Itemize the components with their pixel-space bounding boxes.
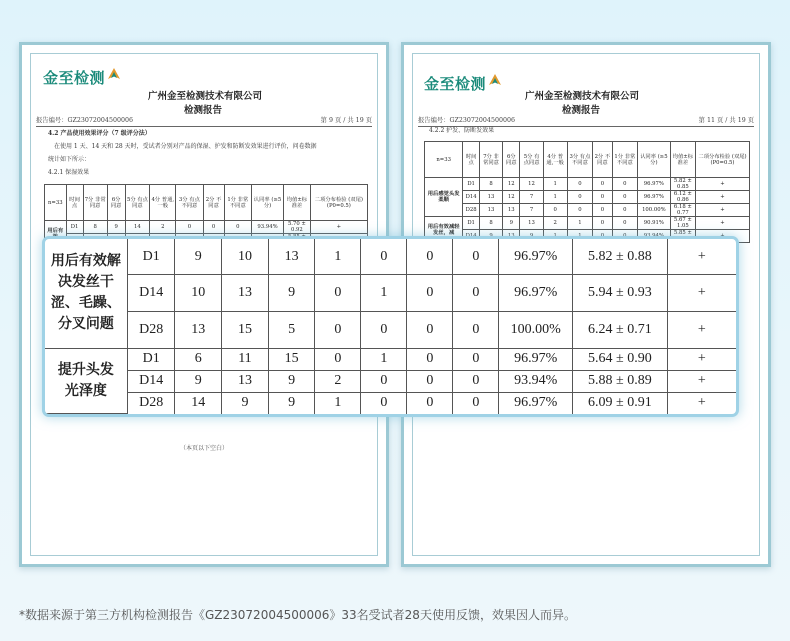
table-cell: 1	[567, 217, 592, 230]
table-cell: 0	[593, 178, 613, 191]
table-cell: 15	[268, 348, 315, 370]
group-label-dry-frizz: 用后有效解 决发丝干 涩、毛躁、 分叉问题	[45, 239, 127, 348]
table-header-cell: 7分 非常同意	[83, 185, 107, 221]
table-cell: +	[696, 178, 750, 191]
table-header-cell: 2分 不同意	[593, 142, 613, 178]
mean-sd-cell: 5.82 ± 0.88	[573, 239, 668, 275]
table-header-cell: 5分 有点同意	[520, 142, 543, 178]
table-cell: 9	[268, 275, 315, 312]
logo-mark-icon	[107, 67, 121, 81]
table-cell: 9	[222, 392, 269, 413]
table-cell: 13	[268, 239, 315, 275]
table-header-cell: 3分 有点不同意	[176, 185, 203, 221]
table-cell: 0	[612, 178, 637, 191]
table-cell: 7	[520, 191, 543, 204]
table-header-cell: 1分 非常不同意	[224, 185, 251, 221]
table-cell: 12	[520, 178, 543, 191]
table-cell: 96.97%	[638, 191, 671, 204]
table-header-cell: 6分 同意	[107, 185, 125, 221]
table-header-cell: n=33	[45, 185, 67, 221]
table-row	[45, 348, 736, 370]
table-cell: 0	[361, 311, 407, 348]
table-cell: 1	[315, 392, 361, 413]
table-cell: 1	[361, 348, 407, 370]
table-cell: 5.70 ± 0.92	[284, 221, 311, 234]
approval-rate-cell: 96.97%	[499, 348, 573, 370]
table-cell: 0	[203, 221, 224, 234]
disclaimer-text: *数据来源于第三方机构检测报告《GZ23072004500006》33名受试者28天使用反馈，效果因人而异。	[19, 608, 576, 622]
table-cell: 0	[593, 191, 613, 204]
mean-sd-cell: 5.94 ± 0.93	[573, 275, 668, 312]
table-header-cell: 均值±标准差	[284, 185, 311, 221]
table-cell: 6	[175, 348, 222, 370]
mean-sd-cell: 5.64 ± 0.90	[573, 348, 668, 370]
table-header-cell: 时间点	[463, 142, 480, 178]
table-cell: 93.94%	[252, 221, 284, 234]
table-cell: D1	[463, 217, 480, 230]
table-row	[45, 370, 736, 392]
table-header-cell: 认同率 (≥5分)	[638, 142, 671, 178]
table-cell: 0	[543, 204, 567, 217]
timepoint-cell: D14	[127, 370, 175, 392]
table-cell: 5.67 ± 1.05	[670, 217, 695, 230]
approval-rate-cell: 96.97%	[499, 275, 573, 312]
table-header-cell: 4分 普通,一般	[150, 185, 176, 221]
table-cell: D28	[463, 204, 480, 217]
report-number: 报告编号：GZ23072004500006	[418, 117, 515, 124]
group-label-shine: 提升头发 光泽度	[45, 348, 127, 413]
table-cell: 0	[612, 204, 637, 217]
blank-note: （本页以下空白）	[180, 445, 229, 452]
table-cell: 9	[268, 392, 315, 413]
results-table	[45, 239, 736, 414]
table-cell: 0	[567, 204, 592, 217]
table-cell: 0	[453, 239, 499, 275]
table-cell: 6.12 ± 0.86	[670, 191, 695, 204]
table-cell: 0	[224, 221, 251, 234]
report-title: 检测报告	[562, 105, 601, 116]
table-header-cell: 6分 同意	[503, 142, 520, 178]
table-cell: 0	[567, 178, 592, 191]
mean-sd-cell: 5.88 ± 0.89	[573, 370, 668, 392]
table-row	[45, 239, 736, 275]
table-cell: 0	[453, 275, 499, 312]
table-header-cell: 认同率 (≥5分)	[252, 185, 284, 221]
mean-sd-cell: 6.24 ± 0.71	[573, 311, 668, 348]
significance-cell: +	[667, 370, 736, 392]
table-cell: 1	[543, 191, 567, 204]
table-cell: 13	[175, 311, 222, 348]
table-cell: 0	[407, 392, 453, 413]
page-indicator: 第 11 页 / 共 19 页	[698, 117, 754, 124]
section-heading: 4.2 产品使用效果评分（7 级评分法）	[48, 130, 151, 137]
table-cell: 96.97%	[638, 178, 671, 191]
table-cell: 13	[222, 275, 269, 312]
table-cell: 5.85 ±	[670, 230, 695, 243]
table-cell: 0	[453, 370, 499, 392]
table-cell: 9	[268, 370, 315, 392]
zoomed-results-table	[42, 236, 739, 417]
score-table-small	[424, 141, 750, 243]
table-row	[45, 392, 736, 413]
timepoint-cell: D28	[127, 311, 175, 348]
significance-cell: +	[667, 275, 736, 312]
timepoint-cell: D28	[127, 392, 175, 413]
table-cell: 7	[520, 204, 543, 217]
table-cell: 0	[407, 311, 453, 348]
table-cell: 90.91%	[638, 217, 671, 230]
table-cell: 0	[361, 239, 407, 275]
table-cell: 0	[567, 191, 592, 204]
table-cell: 9	[107, 221, 125, 234]
company-logo: 金至检测	[43, 67, 121, 88]
timepoint-cell: D14	[127, 275, 175, 312]
table-cell: 0	[453, 348, 499, 370]
group-label: 用后有	[45, 221, 67, 247]
table-cell: 0	[407, 239, 453, 275]
mean-sd-cell: 6.09 ± 0.91	[573, 392, 668, 413]
table-cell: 1	[543, 178, 567, 191]
table-cell: 13	[520, 217, 543, 230]
page-indicator: 第 9 页 / 共 19 页	[320, 117, 372, 124]
approval-rate-cell: 100.00%	[499, 311, 573, 348]
table-row	[45, 275, 736, 312]
significance-cell: +	[667, 239, 736, 275]
table-header-cell: 二项分布检验 (双尾) (P0=0.5)	[696, 142, 750, 178]
table-cell: 0	[315, 348, 361, 370]
table-cell: 0	[612, 191, 637, 204]
table-header-cell: 4分 普通,一般	[543, 142, 567, 178]
table-cell: 0	[315, 311, 361, 348]
table-cell: 8	[83, 221, 107, 234]
table-cell: +	[696, 217, 750, 230]
table-cell: 0	[407, 275, 453, 312]
significance-cell: +	[667, 348, 736, 370]
table-cell: +	[310, 221, 367, 234]
table-cell: +	[696, 204, 750, 217]
table-cell: 9	[175, 370, 222, 392]
subsection-heading: 4.2.2 护发、防断发效果	[429, 127, 495, 134]
table-cell: 14	[125, 221, 150, 234]
table-cell: 2	[150, 221, 176, 234]
table-cell: D1	[66, 221, 83, 234]
table-header-cell: 3分 有点不同意	[567, 142, 592, 178]
approval-rate-cell: 96.97%	[499, 239, 573, 275]
table-cell: 13	[503, 204, 520, 217]
company-name: 广州金至检测技术有限公司	[525, 91, 640, 102]
table-header-cell: 7分 非常同意	[479, 142, 502, 178]
table-header-cell: 时间点	[66, 185, 83, 221]
table-cell: 8	[479, 178, 502, 191]
table-cell: 0	[176, 221, 203, 234]
table-cell: 13	[479, 204, 502, 217]
table-cell: 10	[175, 275, 222, 312]
table-cell: 12	[503, 178, 520, 191]
table-cell: 0	[315, 275, 361, 312]
table-cell: 13	[479, 191, 502, 204]
timepoint-cell: D1	[127, 239, 175, 275]
table-cell: 0	[407, 370, 453, 392]
table-cell: 0	[453, 311, 499, 348]
table-header-cell: 2分 不同意	[203, 185, 224, 221]
table-cell: 100.00%	[638, 204, 671, 217]
table-cell: 12	[503, 191, 520, 204]
table-cell: 0	[593, 217, 613, 230]
company-name: 广州金至检测技术有限公司	[148, 91, 263, 102]
approval-rate-cell: 93.94%	[499, 370, 573, 392]
group-label: 用后有效减轻发丝，减	[425, 217, 463, 243]
table-cell: 0	[361, 370, 407, 392]
table-cell: 14	[175, 392, 222, 413]
table-cell: 0	[593, 204, 613, 217]
table-cell: 9	[503, 217, 520, 230]
desc-line-1: 在使用 1 天、14 天和 28 天时，受试者分别对产品的保湿、护发和防断发效果进行评价，问卷数据	[54, 143, 317, 150]
report-header-row	[36, 115, 372, 127]
table-row	[45, 311, 736, 348]
table-cell: 2	[543, 217, 567, 230]
table-cell: 15	[222, 311, 269, 348]
table-cell: 10	[222, 239, 269, 275]
table-header-cell: 1分 非常不同意	[612, 142, 637, 178]
table-header-cell: 5分 有点同意	[125, 185, 150, 221]
report-number: 报告编号：GZ23072004500006	[36, 117, 133, 124]
table-header-cell: 二项分布检验 (双尾) (P0=0.5)	[310, 185, 367, 221]
significance-cell: +	[667, 392, 736, 413]
table-cell: 5.82 ± 0.85	[670, 178, 695, 191]
table-header-cell: n=33	[425, 142, 463, 178]
report-title: 检测报告	[184, 105, 223, 116]
table-cell: 0	[612, 217, 637, 230]
logo-mark-icon	[488, 73, 502, 87]
desc-line-2: 统计如下所示：	[48, 156, 91, 163]
subsection-heading: 4.2.1 保湿效果	[48, 169, 90, 176]
table-cell: 11	[222, 348, 269, 370]
table-cell: D1	[463, 178, 480, 191]
table-cell: 0	[453, 392, 499, 413]
timepoint-cell: D1	[127, 348, 175, 370]
table-cell: +	[696, 191, 750, 204]
table-cell: 8	[479, 217, 502, 230]
table-cell: 5	[268, 311, 315, 348]
group-label: 用后感觉头发柔顺	[425, 178, 463, 217]
table-header-cell: 均值±标准差	[670, 142, 695, 178]
table-cell: 9	[175, 239, 222, 275]
table-cell: 6.18 ± 0.77	[670, 204, 695, 217]
table-cell: 13	[222, 370, 269, 392]
table-cell: 0	[361, 392, 407, 413]
company-logo: 金至检测	[424, 73, 502, 94]
significance-cell: +	[667, 311, 736, 348]
table-cell: 1	[361, 275, 407, 312]
table-cell: D14	[463, 191, 480, 204]
table-cell: 0	[407, 348, 453, 370]
approval-rate-cell: 96.97%	[499, 392, 573, 413]
table-cell: 1	[315, 239, 361, 275]
table-cell: 2	[315, 370, 361, 392]
